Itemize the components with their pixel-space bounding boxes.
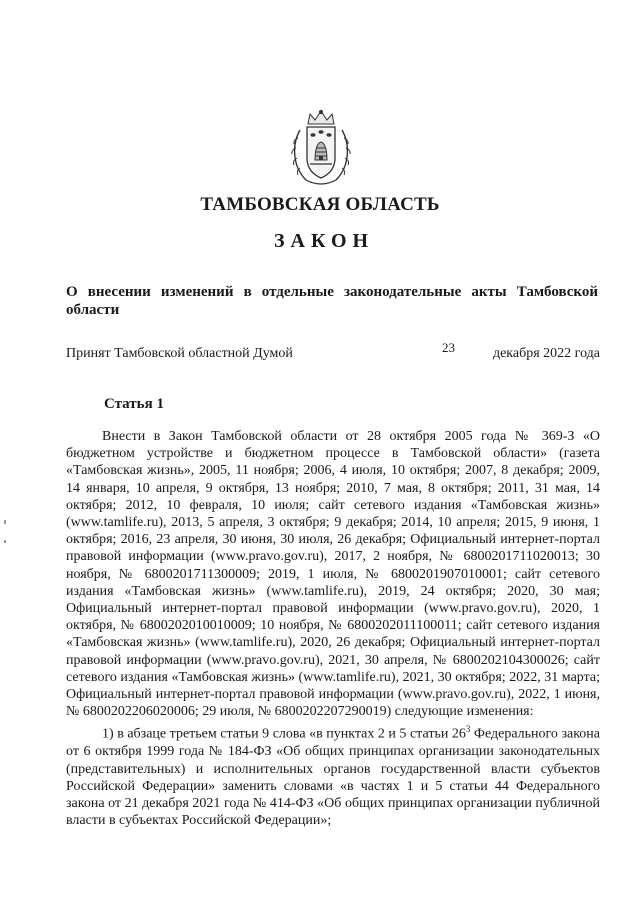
margin-mark [4, 540, 6, 543]
amendment-item-1-text-a: 1) в абзаце третьем статьи 9 слова «в пунктах 2 и 5 статьи 26 [102, 727, 466, 743]
amendment-item-1-text-b: Федерального закона от 6 октября 1999 года № 184-ФЗ «Об общих принципах организации законодательных (представительных) и исполнительных органов государственной власти субъектов Российской Федерации» заменить словами «в частях 1 и 5 статьи 44 Федерального закона от 21 декабря 2021 года № 414-ФЗ «Об общих принципах организации публичной власти в субъектах Российской Федерации»; [66, 727, 600, 829]
law-subject: О внесении изменений в отдельные законодательные акты Тамбовской области [66, 284, 598, 318]
region-title: ТАМБОВСКАЯ ОБЛАСТЬ [200, 194, 440, 215]
article-heading: Статья 1 [104, 396, 164, 412]
coat-of-arms-emblem [288, 108, 354, 190]
amendment-item-1 [66, 721, 600, 829]
law-title: ЗАКОН [273, 230, 375, 252]
article-paragraph: Внести в Закон Тамбовской области от 28 октября 2005 года № 369-З «О бюджетном устройстве и бюджетном процессе в Тамбовской области» (газета «Тамбовская жизнь», 2005, 11 ноября; 2006, 4 июля, 10 октября; 2007, 8 декабря; 2009, 14 января, 10 апреля, 9 октября, 13 ноября; 2010, 7 мая, 8 октября; 2011, 31 мая, 14 октября; 2012, 10 февраля, 10 июля; сайт сетевого издания «Тамбовская жизнь» (www.tamlife.ru), 2013, 5 апреля, 3 октября; 9 декабря; 2014, 10 апреля; 2015, 9 июня, 1 октября; 2016, 23 апреля, 30 июня, 30 июля, 26 декабря; Официальный интернет-портал правовой информации (www.pravo.gov.ru), 2017, 2 ноября, № 6800201711020013; 30 ноября, № 6800201711300009; 2019, 1 июля, № 6800201907010001; сайт сетевого издания «Тамбовская жизнь» (www.tamlife.ru), 2019, 24 октября; 2020, 30 мая; Официальный интернет-портал правовой информации (www.pravo.gov.ru), 2020, 1 октября, № 6800202010010009; 10 ноября, № 6800202011100011; сайт сетевого издания «Тамбовская жизнь» (www.tamlife.ru), 2020, 26 декабря; Официальный интернет-портал правовой информации (www.pravo.gov.ru), 2021, 30 апреля, № 6800202104300026; сайт сетевого издания «Тамбовская жизнь» (www.tamlife.ru), 2021, 30 октября; 2022, 31 марта; Официальный интернет-портал правовой информации (www.pravo.gov.ru), 2022, 1 июня, № 6800202206020006; 29 июля, № 6800202207290019) следующие изменения: [66, 429, 600, 720]
article-body [66, 428, 600, 829]
adoption-month-year: декабря 2022 года [492, 346, 600, 361]
margin-mark [4, 520, 6, 524]
adoption-day: 23 [442, 340, 455, 355]
amendment-item-1-superscript: 3 [465, 724, 471, 735]
adoption-label: Принят Тамбовской областной Думой [66, 346, 293, 361]
adoption-line [66, 340, 600, 366]
